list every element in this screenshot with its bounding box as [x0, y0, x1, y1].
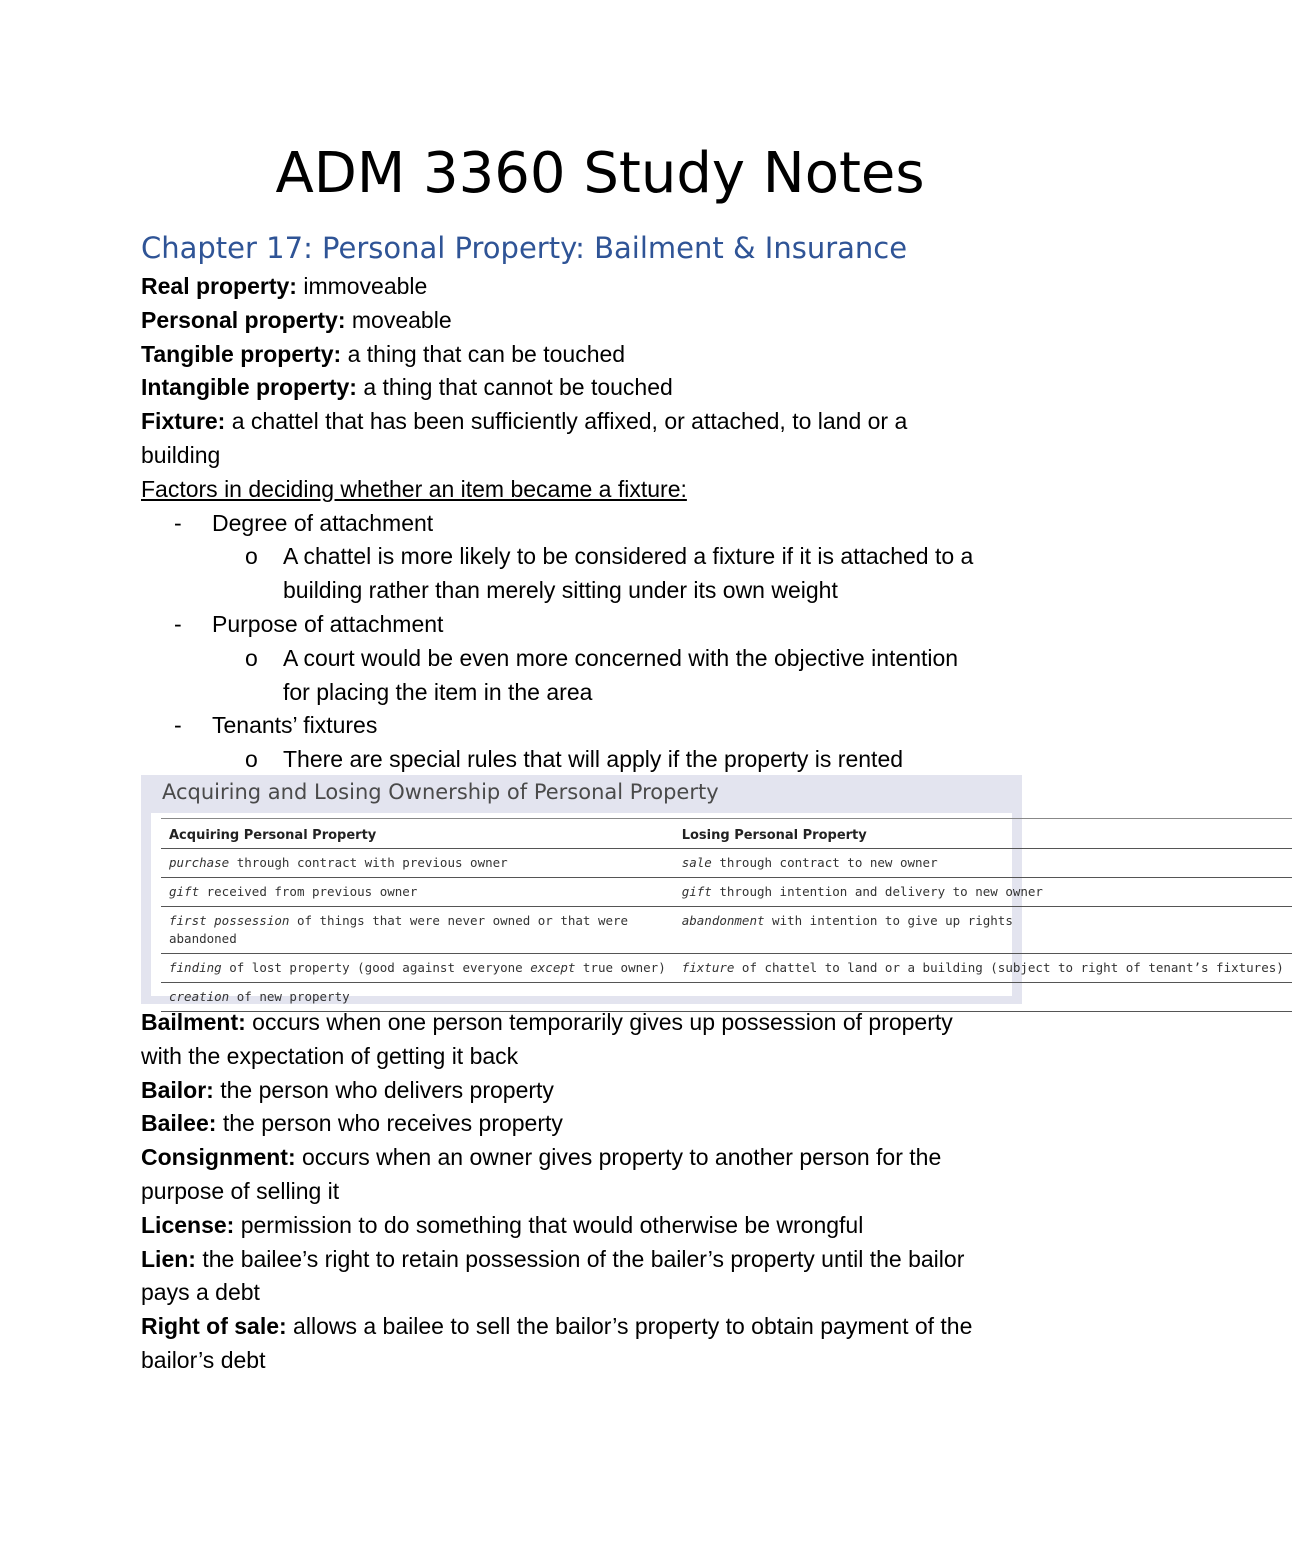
def-real-property: Real property: immoveable	[141, 273, 428, 299]
factor-1-detail: o A chattel is more likely to be considered a fixture if it is attached to a	[141, 540, 1061, 574]
factors-heading: Factors in deciding whether an item became a fixture:	[141, 475, 687, 502]
def-fixture: Fixture: a chattel that has been sufficiently affixed, or attached, to land or a	[141, 408, 908, 435]
dash-bullet: -	[174, 712, 182, 739]
def-license: License: permission to do something that would otherwise be wrongful	[141, 1211, 864, 1238]
def-consignment: Consignment: occurs when an owner gives property to another person for the	[141, 1144, 942, 1171]
circle-bullet: o	[245, 746, 258, 773]
dash-bullet: -	[174, 509, 182, 536]
def-intangible-property: Intangible property: a thing that cannot be touched	[141, 374, 673, 401]
header-losing: Losing Personal Property	[674, 819, 1292, 849]
table-cell: abandonment with intention to give up rights	[674, 907, 1292, 954]
def-personal-property: Personal property: moveable	[141, 306, 452, 333]
factor-2-detail-cont: for placing the item in the area	[283, 678, 593, 705]
dash-bullet: -	[174, 610, 182, 637]
header-acquiring: Acquiring Personal Property	[161, 819, 674, 849]
definitions-bottom	[141, 1006, 1061, 1378]
factor-1-detail-cont: building rather than merely sitting under its own weight	[283, 577, 838, 604]
circle-bullet: o	[245, 543, 258, 570]
table-row	[161, 954, 1292, 983]
table-cell: purchase through contract with previous owner	[161, 849, 674, 878]
table-cell: finding of lost property (good against everyone except true owner)	[161, 954, 674, 983]
table-cell: gift received from previous owner	[161, 878, 674, 907]
def-fixture-cont: building	[141, 441, 221, 468]
ownership-table	[161, 818, 1292, 1012]
factor-1: - Degree of attachment	[141, 507, 1061, 541]
factor-3-detail: o There are special rules that will apply if the property is rented	[141, 743, 1061, 777]
circle-bullet: o	[245, 644, 258, 671]
def-bailor: Bailor: the person who delivers property	[141, 1076, 554, 1103]
table-row	[161, 849, 1292, 878]
def-lien: Lien: the bailee’s right to retain possession of the bailer’s property until the bailor	[141, 1245, 965, 1272]
ownership-table-figure	[141, 775, 1284, 1004]
definitions-top	[141, 270, 1061, 777]
factor-3: - Tenants’ fixtures	[141, 709, 1061, 743]
table-row	[161, 907, 1292, 954]
def-bailment: Bailment: occurs when one person temporarily gives up possession of property	[141, 1009, 953, 1035]
table-header-row	[161, 819, 1292, 849]
def-consignment-cont: purpose of selling it	[141, 1177, 340, 1204]
factor-2-detail: o A court would be even more concerned with the objective intention	[141, 642, 1061, 676]
def-right-of-sale-cont: bailor’s debt	[141, 1346, 266, 1373]
page-title: ADM 3360 Study Notes	[275, 141, 925, 206]
table-cell: creation of new property	[161, 983, 674, 1012]
factor-2: - Purpose of attachment	[141, 608, 1061, 642]
table-row	[161, 878, 1292, 907]
table-panel	[151, 813, 1284, 1004]
def-bailee: Bailee: the person who receives property	[141, 1110, 563, 1137]
table-title: Acquiring and Losing Ownership of Personal Property	[162, 780, 719, 804]
def-bailment-cont: with the expectation of getting it back	[141, 1042, 519, 1069]
def-lien-cont: pays a debt	[141, 1279, 260, 1306]
table-cell: gift through intention and delivery to new owner	[674, 878, 1292, 907]
chapter-heading: Chapter 17: Personal Property: Bailment & Insurance	[141, 231, 908, 265]
def-tangible-property: Tangible property: a thing that can be touched	[141, 340, 626, 367]
table-cell: sale through contract to new owner	[674, 849, 1292, 878]
def-right-of-sale: Right of sale: allows a bailee to sell the bailor’s property to obtain payment of the	[141, 1313, 973, 1340]
table-cell: fixture of chattel to land or a building (subject to right of tenant’s fixtures)	[674, 954, 1292, 983]
table-cell: first possession of things that were never owned or that were abandoned	[161, 907, 674, 954]
